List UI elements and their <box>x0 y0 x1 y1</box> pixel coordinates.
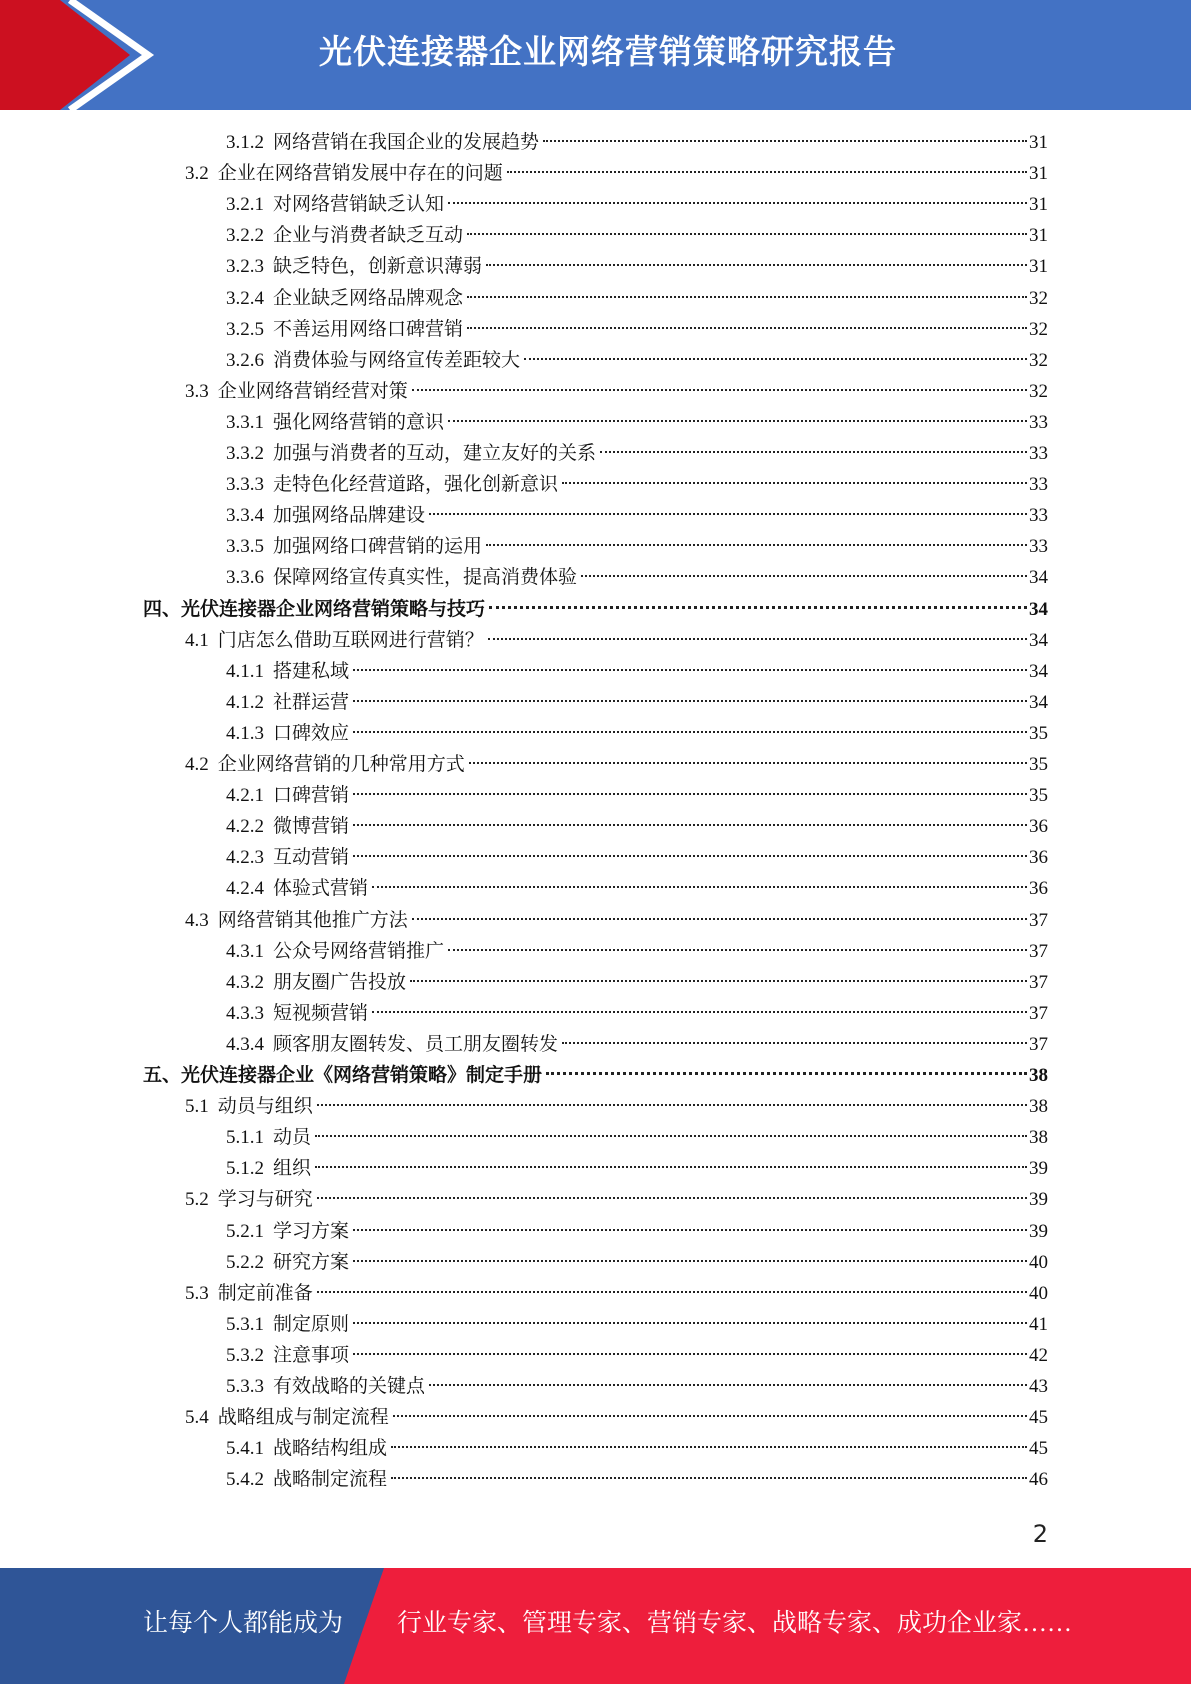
toc-entry-title: 学习与研究 <box>217 1189 313 1211</box>
toc-entry-number: 3.3 <box>185 380 209 402</box>
toc-entry-number: 3.3.1 <box>226 411 264 433</box>
toc-dot-leader <box>372 1011 1027 1013</box>
toc-entry-number: 5.4 <box>185 1407 209 1429</box>
toc-entry-number: 3.2.3 <box>226 256 264 278</box>
toc-dot-leader <box>353 1322 1027 1324</box>
toc-entry-number: 3.2.4 <box>226 287 264 309</box>
toc-entry-title: 不善运用网络口碑营销 <box>273 318 464 340</box>
toc-entry-title: 企业网络营销经营对策 <box>217 380 408 402</box>
toc-entry-title: 动员与组织 <box>217 1096 313 1118</box>
toc-entry-title: 口碑效应 <box>273 722 350 744</box>
toc-section-entry[interactable] <box>185 377 1048 407</box>
toc-entry-title: 走特色化经营道路，强化创新意识 <box>273 474 559 496</box>
toc-dot-leader <box>412 918 1027 920</box>
toc-section-entry[interactable] <box>185 1403 1048 1433</box>
toc-entry-title: 动员 <box>273 1127 312 1149</box>
toc-entry-number: 4.1.2 <box>226 691 264 713</box>
toc-entry-number: 4.3.1 <box>226 940 264 962</box>
toc-entry-title: 四、光伏连接器企业网络营销策略与技巧 <box>143 598 486 620</box>
toc-entry-page: 33 <box>1029 536 1048 558</box>
toc-entry-title: 网络营销其他推广方法 <box>217 909 408 931</box>
toc-dot-leader <box>412 389 1027 391</box>
toc-entry-number: 3.3.3 <box>226 474 264 496</box>
toc-entry-page: 33 <box>1029 443 1048 464</box>
toc-dot-leader <box>410 980 1027 982</box>
toc-subsection-entry[interactable] <box>226 1123 1048 1153</box>
toc-entry-title: 企业与消费者缺乏互动 <box>273 225 464 247</box>
toc-entry-title: 加强与消费者的互动，建立友好的关系 <box>273 443 597 464</box>
toc-dot-leader <box>448 949 1027 951</box>
toc-dot-leader <box>317 1197 1027 1199</box>
toc-entry-page: 34 <box>1029 598 1048 620</box>
toc-entry-number: 3.2.5 <box>226 318 264 340</box>
toc-entry-page: 38 <box>1029 1127 1048 1149</box>
toc-entry-number: 4.3.2 <box>226 971 264 993</box>
footer-slogan-left: 让每个人都能成为 <box>143 1610 344 1637</box>
footer-slogan-right: 行业专家、管理专家、营销专家、战略专家、成功企业家…… <box>397 1610 1073 1637</box>
toc-dot-leader <box>317 1104 1027 1106</box>
toc-dot-leader <box>353 824 1027 826</box>
toc-dot-leader <box>469 762 1027 764</box>
toc-entry-number: 5.1.2 <box>226 1158 264 1180</box>
toc-dot-leader <box>562 1042 1027 1044</box>
toc-entry-title: 战略结构组成 <box>273 1438 388 1460</box>
toc-dot-leader <box>467 296 1027 298</box>
toc-subsection-entry[interactable] <box>226 1248 1048 1278</box>
toc-entry-page: 33 <box>1029 474 1048 496</box>
toc-subsection-entry[interactable] <box>226 1030 1048 1060</box>
toc-dot-leader <box>393 1415 1027 1417</box>
toc-entry-title: 制定原则 <box>273 1313 350 1335</box>
toc-subsection-entry[interactable] <box>226 221 1048 251</box>
toc-dot-leader <box>543 140 1027 142</box>
toc-dot-leader <box>546 1072 1027 1075</box>
toc-dot-leader <box>372 886 1027 888</box>
toc-entry-number: 4.2 <box>185 754 209 775</box>
toc-entry-page: 45 <box>1029 1438 1048 1460</box>
toc-entry-title: 社群运营 <box>273 691 350 713</box>
toc-entry-number: 4.1.1 <box>226 660 264 682</box>
toc-entry-page: 36 <box>1029 816 1048 838</box>
toc-entry-number: 4.3 <box>185 909 209 931</box>
toc-subsection-entry[interactable] <box>226 781 1048 811</box>
toc-entry-number: 5.2.1 <box>226 1220 264 1242</box>
toc-entry-page: 35 <box>1029 722 1048 744</box>
toc-entry-page: 37 <box>1029 1033 1048 1055</box>
toc-entry-title: 保障网络宣传真实性，提高消费体验 <box>273 567 578 589</box>
toc-entry-page: 31 <box>1029 256 1048 278</box>
toc-dot-leader <box>467 233 1027 235</box>
toc-entry-title: 战略制定流程 <box>273 1469 388 1491</box>
toc-subsection-entry[interactable] <box>226 968 1048 998</box>
toc-dot-leader <box>391 1446 1027 1448</box>
toc-chapter-entry[interactable] <box>143 595 1048 625</box>
toc-entry-page: 43 <box>1029 1376 1048 1397</box>
toc-entry-number: 4.2.3 <box>226 847 264 869</box>
toc-entry-title: 互动营销 <box>273 847 350 869</box>
toc-entry-number: 3.2 <box>185 163 209 185</box>
toc-subsection-entry[interactable] <box>226 1310 1048 1340</box>
toc-entry-number: 3.3.4 <box>226 505 264 527</box>
toc-entry-number: 5.4.1 <box>226 1438 264 1460</box>
toc-entry-number: 4.2.4 <box>226 878 264 900</box>
toc-entry-page: 35 <box>1029 754 1048 775</box>
toc-entry-number: 3.3.6 <box>226 567 264 589</box>
toc-entry-page: 31 <box>1029 225 1048 247</box>
toc-entry-number: 3.2.1 <box>226 194 264 216</box>
toc-subsection-entry[interactable] <box>226 1217 1048 1247</box>
toc-entry-number: 3.2.6 <box>226 349 264 371</box>
toc-entry-page: 39 <box>1029 1189 1048 1211</box>
toc-dot-leader <box>429 513 1027 515</box>
toc-entry-page: 34 <box>1029 629 1048 651</box>
toc-dot-leader <box>353 669 1027 671</box>
toc-subsection-entry[interactable] <box>226 346 1048 376</box>
toc-entry-title: 战略组成与制定流程 <box>217 1407 389 1429</box>
toc-entry-title: 企业在网络营销发展中存在的问题 <box>217 163 503 185</box>
toc-subsection-entry[interactable] <box>226 315 1048 345</box>
toc-subsection-entry[interactable] <box>226 1154 1048 1184</box>
toc-entry-page: 36 <box>1029 878 1048 900</box>
toc-entry-title: 对网络营销缺乏认知 <box>273 194 445 216</box>
toc-entry-page: 31 <box>1029 163 1048 185</box>
toc-entry-number: 5.4.2 <box>226 1469 264 1491</box>
toc-entry-title: 注意事项 <box>273 1344 350 1366</box>
toc-section-entry[interactable] <box>185 1092 1048 1122</box>
toc-subsection-entry[interactable] <box>226 563 1048 593</box>
toc-entry-title: 研究方案 <box>273 1251 350 1273</box>
toc-entry-title: 企业缺乏网络品牌观念 <box>273 287 464 309</box>
toc-section-entry[interactable] <box>185 159 1048 189</box>
toc-entry-number: 4.3.3 <box>226 1002 264 1024</box>
toc-entry-page: 33 <box>1029 411 1048 433</box>
toc-entry-number: 5.3.3 <box>226 1376 264 1397</box>
toc-subsection-entry[interactable] <box>226 812 1048 842</box>
toc-dot-leader <box>448 420 1027 422</box>
toc-entry-title: 五、光伏连接器企业《网络营销策略》制定手册 <box>143 1065 543 1086</box>
toc-subsection-entry[interactable] <box>226 719 1048 749</box>
toc-subsection-entry[interactable] <box>226 284 1048 314</box>
toc-subsection-entry[interactable] <box>226 657 1048 687</box>
report-title: 光伏连接器企业网络营销策略研究报告 <box>319 32 897 71</box>
toc-entry-page: 37 <box>1029 1002 1048 1024</box>
toc-entry-title: 企业网络营销的几种常用方式 <box>217 754 465 775</box>
toc-dot-leader <box>486 264 1027 266</box>
toc-entry-number: 5.2.2 <box>226 1251 264 1273</box>
toc-subsection-entry[interactable] <box>226 874 1048 904</box>
toc-entry-number: 4.2.2 <box>226 816 264 838</box>
toc-entry-page: 32 <box>1029 380 1048 402</box>
toc-subsection-entry[interactable] <box>226 999 1048 1029</box>
toc-subsection-entry[interactable] <box>226 937 1048 967</box>
toc-entry-page: 32 <box>1029 318 1048 340</box>
toc-entry-title: 网络营销在我国企业的发展趋势 <box>273 132 540 153</box>
toc-subsection-entry[interactable] <box>226 252 1048 282</box>
toc-entry-page: 37 <box>1029 940 1048 962</box>
toc-entry-page: 31 <box>1029 132 1048 153</box>
toc-dot-leader <box>353 731 1027 733</box>
toc-entry-page: 40 <box>1029 1282 1048 1304</box>
toc-entry-number: 5.1.1 <box>226 1127 264 1149</box>
toc-entry-number: 3.3.5 <box>226 536 264 558</box>
toc-entry-number: 3.3.2 <box>226 443 264 464</box>
toc-entry-title: 口碑营销 <box>273 785 350 807</box>
toc-entry-title: 微博营销 <box>273 816 350 838</box>
toc-dot-leader <box>524 358 1027 360</box>
toc-entry-page: 34 <box>1029 660 1048 682</box>
toc-entry-page: 37 <box>1029 971 1048 993</box>
toc-entry-title: 有效战略的关键点 <box>273 1376 426 1397</box>
toc-dot-leader <box>353 1353 1027 1355</box>
toc-entry-number: 3.1.2 <box>226 132 264 153</box>
toc-subsection-entry[interactable] <box>226 128 1048 158</box>
toc-entry-page: 38 <box>1029 1065 1048 1086</box>
toc-entry-title: 消费体验与网络宣传差距较大 <box>273 349 521 371</box>
toc-section-entry[interactable] <box>185 626 1048 656</box>
toc-dot-leader <box>391 1477 1027 1479</box>
toc-section-entry[interactable] <box>185 1279 1048 1309</box>
toc-section-entry[interactable] <box>185 1185 1048 1215</box>
toc-entry-page: 40 <box>1029 1251 1048 1273</box>
toc-entry-number: 5.3.1 <box>226 1313 264 1335</box>
toc-subsection-entry[interactable] <box>226 501 1048 531</box>
toc-dot-leader <box>353 1260 1027 1262</box>
toc-entry-page: 34 <box>1029 691 1048 713</box>
toc-subsection-entry[interactable] <box>226 688 1048 718</box>
toc-section-entry[interactable] <box>185 906 1048 936</box>
toc-entry-number: 3.2.2 <box>226 225 264 247</box>
toc-subsection-entry[interactable] <box>226 1434 1048 1464</box>
toc-entry-title: 体验式营销 <box>273 878 369 900</box>
toc-entry-page: 42 <box>1029 1344 1048 1366</box>
toc-entry-page: 32 <box>1029 287 1048 309</box>
toc-dot-leader <box>486 544 1027 546</box>
toc-entry-page: 32 <box>1029 349 1048 371</box>
toc-subsection-entry[interactable] <box>226 1341 1048 1371</box>
toc-entry-title: 强化网络营销的意识 <box>273 411 445 433</box>
toc-entry-number: 5.3 <box>185 1282 209 1304</box>
toc-entry-page: 39 <box>1029 1220 1048 1242</box>
toc-entry-page: 37 <box>1029 909 1048 931</box>
toc-entry-number: 4.1 <box>185 629 209 651</box>
toc-dot-leader <box>353 793 1027 795</box>
toc-entry-title: 顾客朋友圈转发、员工朋友圈转发 <box>273 1033 559 1055</box>
toc-dot-leader <box>317 1291 1027 1293</box>
toc-entry-title: 短视频营销 <box>273 1002 369 1024</box>
toc-entry-page: 38 <box>1029 1096 1048 1118</box>
toc-dot-leader <box>507 171 1027 173</box>
toc-dot-leader <box>489 606 1027 609</box>
toc-entry-number: 4.2.1 <box>226 785 264 807</box>
toc-entry-title: 学习方案 <box>273 1220 350 1242</box>
toc-dot-leader <box>448 202 1027 204</box>
toc-entry-page: 31 <box>1029 194 1048 216</box>
toc-entry-page: 41 <box>1029 1313 1048 1335</box>
toc-entry-title: 缺乏特色，创新意识薄弱 <box>273 256 483 278</box>
toc-entry-title: 加强网络品牌建设 <box>273 505 426 527</box>
toc-entry-page: 33 <box>1029 505 1048 527</box>
toc-dot-leader <box>315 1166 1027 1168</box>
toc-dot-leader <box>315 1135 1027 1137</box>
toc-dot-leader <box>353 1229 1027 1231</box>
page-number: 2 <box>1032 1520 1048 1548</box>
toc-section-entry[interactable] <box>185 750 1048 780</box>
toc-entry-number: 5.3.2 <box>226 1344 264 1366</box>
toc-entry-page: 36 <box>1029 847 1048 869</box>
page-header <box>0 0 1191 110</box>
toc-dot-leader <box>353 700 1027 702</box>
toc-dot-leader <box>600 451 1027 453</box>
toc-entry-title: 公众号网络营销推广 <box>273 940 445 962</box>
toc-entry-page: 35 <box>1029 785 1048 807</box>
toc-dot-leader <box>488 638 1027 640</box>
toc-subsection-entry[interactable] <box>226 439 1048 469</box>
toc-chapter-entry[interactable] <box>143 1061 1048 1091</box>
toc-entry-page: 46 <box>1029 1469 1048 1491</box>
toc-dot-leader <box>581 575 1027 577</box>
toc-subsection-entry[interactable] <box>226 843 1048 873</box>
toc-entry-page: 45 <box>1029 1407 1048 1429</box>
toc-entry-page: 39 <box>1029 1158 1048 1180</box>
toc-entry-title: 朋友圈广告投放 <box>273 971 407 993</box>
toc-subsection-entry[interactable] <box>226 470 1048 500</box>
toc-subsection-entry[interactable] <box>226 1372 1048 1402</box>
toc-entry-title: 加强网络口碑营销的运用 <box>273 536 483 558</box>
toc-entry-page: 34 <box>1029 567 1048 589</box>
toc-dot-leader <box>353 855 1027 857</box>
toc-subsection-entry[interactable] <box>226 532 1048 562</box>
toc-entry-number: 4.3.4 <box>226 1033 264 1055</box>
toc-subsection-entry[interactable] <box>226 190 1048 220</box>
toc-subsection-entry[interactable] <box>226 408 1048 438</box>
toc-subsection-entry[interactable] <box>226 1465 1048 1495</box>
toc-dot-leader <box>467 327 1027 329</box>
toc-entry-title: 搭建私域 <box>273 660 350 682</box>
toc-entry-title: 制定前准备 <box>217 1282 313 1304</box>
toc-dot-leader <box>429 1384 1027 1386</box>
toc-entry-number: 5.2 <box>185 1189 209 1211</box>
toc-entry-title: 门店怎么借助互联网进行营销？ <box>217 629 484 651</box>
toc-entry-number: 4.1.3 <box>226 722 264 744</box>
toc-entry-title: 组织 <box>273 1158 312 1180</box>
toc-dot-leader <box>562 482 1027 484</box>
page-footer <box>0 1568 1191 1684</box>
toc-entry-number: 5.1 <box>185 1096 209 1118</box>
